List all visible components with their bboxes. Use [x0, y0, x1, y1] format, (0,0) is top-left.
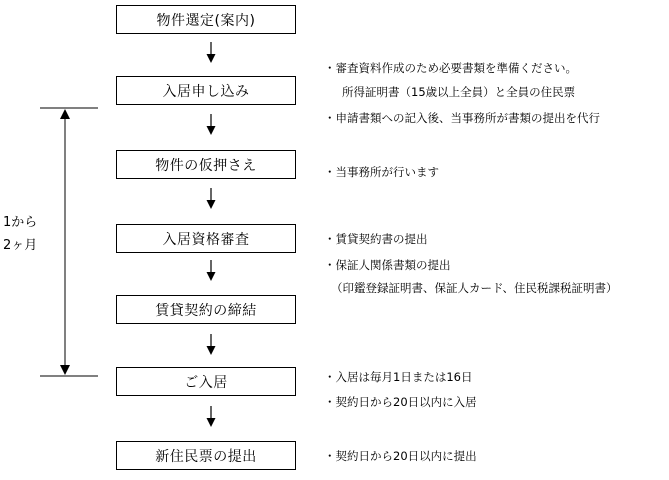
down-arrow-icon [205, 114, 217, 136]
down-arrow-icon [205, 188, 217, 210]
note-residence-deadline: ・契約日から20日以内に提出 [324, 449, 477, 463]
step-application: 入居申し込み [116, 76, 296, 105]
step-screening: 入居資格審査 [116, 224, 296, 253]
duration-label-line2: 2ヶ月 [3, 238, 38, 253]
note-screening-guarantor: ・保証人関係書類の提出 [324, 258, 451, 272]
note-hold: ・当事務所が行います [324, 165, 439, 179]
duration-label-line1: 1から [3, 215, 38, 230]
step-provisional-hold: 物件の仮押さえ [116, 150, 296, 179]
note-application-submission: ・申請書類への記入後、当事務所が書類の提出を代行 [324, 111, 600, 125]
down-arrow-icon [205, 334, 217, 356]
bracket-down-arrowhead [60, 365, 70, 375]
step-contract: 賃貸契約の締結 [116, 295, 296, 324]
note-movein-deadline: ・契約日から20日以内に入居 [324, 395, 477, 409]
note-screening-contract: ・賃貸契約書の提出 [324, 232, 428, 246]
note-application-documents-detail: 所得証明書（15歳以上全員）と全員の住民票 [342, 85, 576, 99]
bracket-up-arrowhead [60, 109, 70, 119]
down-arrow-icon [205, 406, 217, 428]
note-movein-date: ・入居は毎月1日または16日 [324, 370, 473, 384]
step-property-selection: 物件選定(案内) [116, 5, 296, 34]
down-arrow-icon [205, 260, 217, 282]
step-move-in: ご入居 [116, 367, 296, 396]
step-resident-registration: 新住民票の提出 [116, 441, 296, 470]
note-screening-guarantor-detail: （印鑑登録証明書、保証人カード、住民税課税証明書） [331, 281, 618, 295]
note-application-documents: ・審査資料作成のため必要書類を準備ください。 [324, 61, 577, 75]
down-arrow-icon [205, 42, 217, 64]
